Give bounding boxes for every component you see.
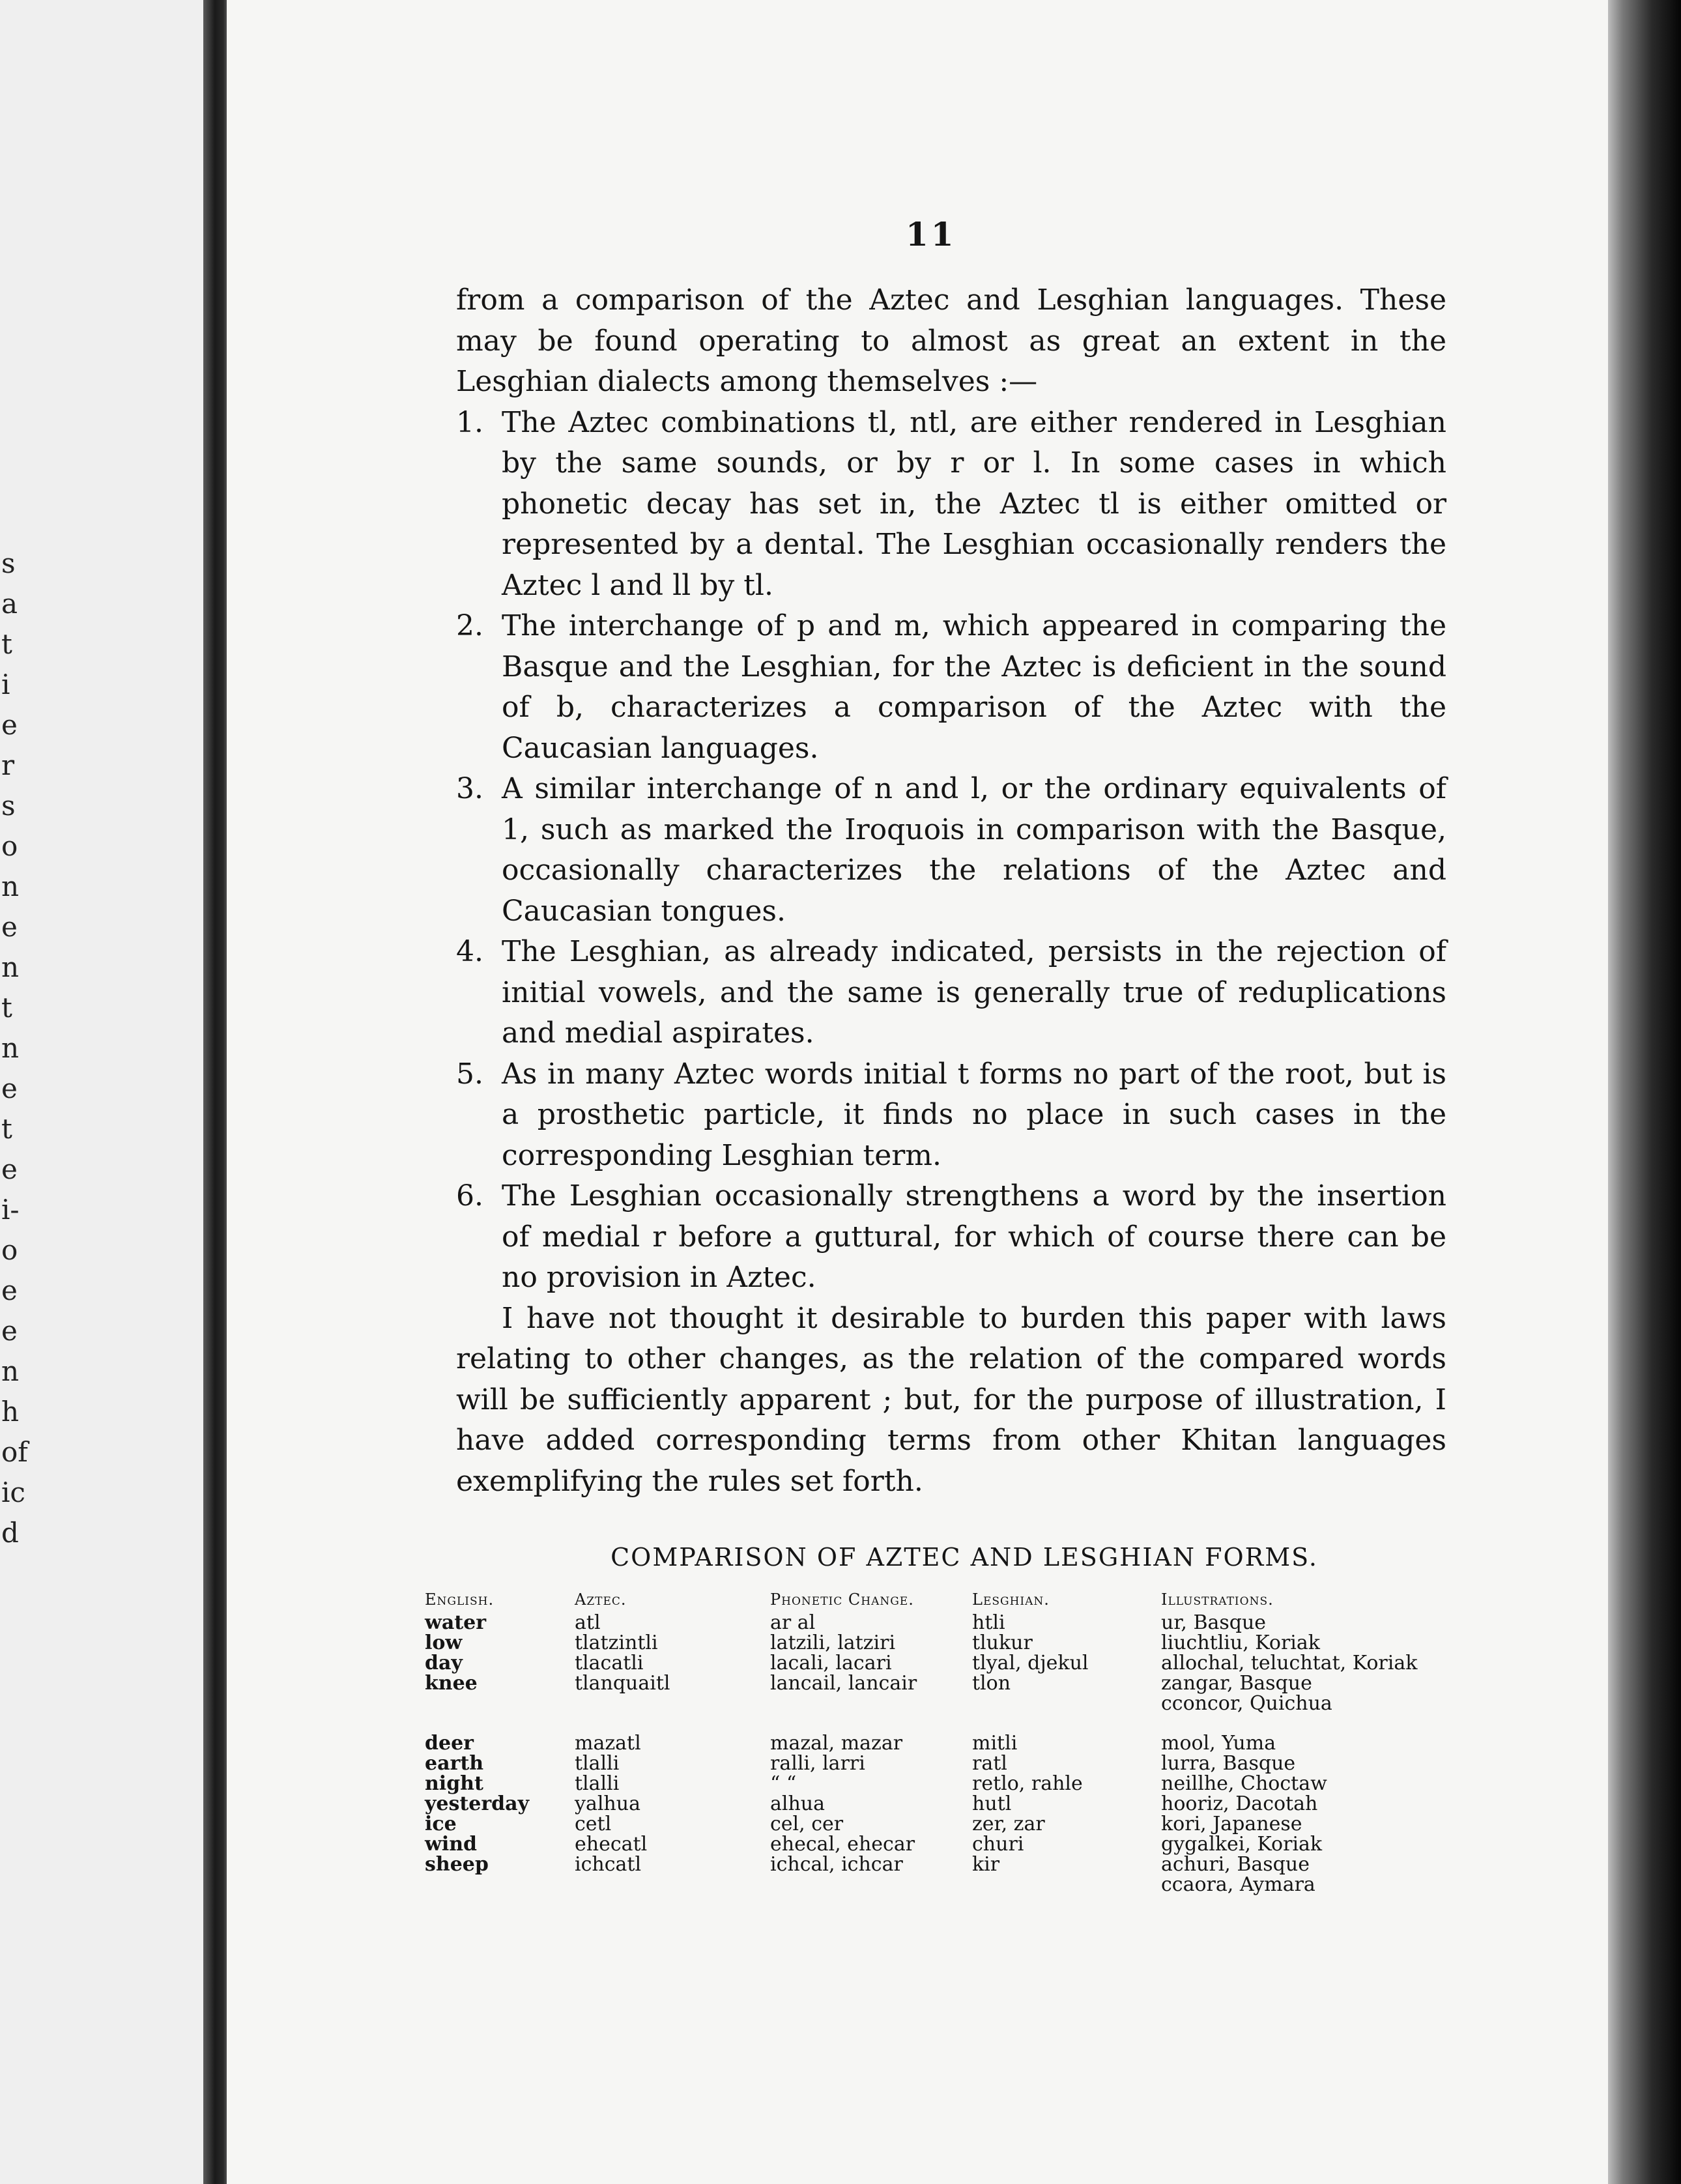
rule-item: [456, 403, 1446, 607]
rule-text: The Aztec combinations tl, ntl, are either rendered in Lesghian by the same sounds, or by r or l. In some cases in which phonetic decay has set in, the Aztec tl is either omitted or represented by a dental. The Lesghian occasionally renders the Aztec l and ll by tl.: [502, 405, 1446, 602]
rule-item: [456, 769, 1446, 932]
english-cell: day: [425, 1652, 463, 1674]
illustration-cell: gygalkei, Koriak: [1161, 1833, 1323, 1856]
aztec-cell: mazatl: [575, 1732, 641, 1755]
phonetic-change-cell: mazal, mazar: [770, 1732, 903, 1755]
phonetic-change-cell: ar al: [770, 1611, 816, 1634]
rule-number: 1.: [456, 405, 483, 439]
table-row: [425, 1774, 1467, 1794]
header-lesghian: Lesghian.: [972, 1590, 1050, 1609]
left-margin-char: ic: [1, 1476, 25, 1508]
rule-item: [456, 1176, 1446, 1299]
lesghian-cell: kir: [972, 1853, 1000, 1876]
left-margin-char: e: [1, 1315, 18, 1347]
page-edge-shadow: [1608, 0, 1681, 2184]
table-row: [425, 1875, 1467, 1895]
aztec-cell: tlatzintli: [575, 1631, 658, 1654]
illustration-cell: ur, Basque: [1161, 1611, 1267, 1634]
lesghian-cell: tlukur: [972, 1631, 1033, 1654]
illustration-cell: ccaora, Aymara: [1161, 1873, 1315, 1896]
english-cell: earth: [425, 1752, 483, 1775]
left-margin-char: s: [1, 790, 16, 822]
illustration-cell: neillhe, Choctaw: [1161, 1772, 1327, 1795]
left-margin-char: of: [1, 1436, 28, 1468]
english-cell: low: [425, 1631, 463, 1654]
illustration-cell: zangar, Basque: [1161, 1672, 1312, 1695]
aztec-cell: [575, 1875, 770, 1895]
aztec-cell: ehecatl: [575, 1833, 648, 1856]
left-margin-char: i: [1, 668, 10, 700]
rule-text: A similar interchange of n and l, or the ordinary equivalents of 1, such as marked the Iroquois in comparison with the Basque, occasionally characterizes the relations of the Aztec and Caucasian tongues.: [502, 772, 1446, 928]
rule-item: [456, 1054, 1446, 1177]
rule-number: 4.: [456, 935, 483, 968]
header-phonetic-change: Phonetic Change.: [770, 1590, 914, 1609]
lesghian-cell: hutl: [972, 1792, 1012, 1815]
phonetic-change-cell: [770, 1875, 972, 1895]
table-header-row: [425, 1590, 1467, 1613]
rule-text: The interchange of p and m, which appeared in comparing the Basque and the Lesghian, for the Aztec is deficient in the sound of b, characterizes a comparison of the Aztec with the Caucasian languages.: [502, 609, 1446, 765]
left-page-margin-text: [0, 0, 28, 2184]
left-margin-char: e: [1, 1153, 18, 1185]
rule-number: 3.: [456, 772, 483, 805]
table-row: [425, 1613, 1467, 1633]
left-page-fragment: [0, 0, 215, 2184]
rule-number: 6.: [456, 1179, 483, 1213]
phonetic-change-cell: “ “: [770, 1772, 797, 1795]
lesghian-cell: [972, 1693, 1161, 1714]
phonetic-change-cell: cel, cer: [770, 1813, 844, 1835]
left-margin-char: n: [1, 870, 20, 902]
table-row: [425, 1633, 1467, 1653]
table-row: [425, 1814, 1467, 1834]
aztec-cell: ichcatl: [575, 1853, 642, 1876]
left-margin-char: t: [1, 628, 12, 660]
lesghian-cell: churi: [972, 1833, 1024, 1856]
body-text: [456, 280, 1446, 1502]
header-english: English.: [425, 1590, 495, 1609]
lesghian-cell: zer, zar: [972, 1813, 1045, 1835]
phonetic-change-cell: ichcal, ichcar: [770, 1853, 903, 1876]
english-cell: knee: [425, 1672, 478, 1695]
phonetic-change-cell: lacali, lacari: [770, 1652, 892, 1674]
illustration-cell: mool, Yuma: [1161, 1732, 1276, 1755]
illustration-cell: kori, Japanese: [1161, 1813, 1302, 1835]
aztec-cell: tlacatli: [575, 1652, 644, 1674]
left-margin-char: s: [1, 547, 16, 579]
english-cell: deer: [425, 1732, 474, 1755]
english-cell: sheep: [425, 1853, 489, 1876]
aztec-cell: tlanquaitl: [575, 1672, 670, 1695]
lesghian-cell: [972, 1875, 1161, 1895]
english-cell: ice: [425, 1813, 457, 1835]
left-margin-char: o: [1, 1234, 18, 1266]
left-margin-char: i-: [1, 1194, 20, 1226]
aztec-cell: atl: [575, 1611, 601, 1634]
table-row: [425, 1673, 1467, 1693]
table-body: [425, 1613, 1467, 1895]
aztec-cell: tlalli: [575, 1752, 620, 1775]
english-cell: wind: [425, 1833, 478, 1856]
table-title: COMPARISON OF AZTEC AND LESGHIAN FORMS.: [611, 1543, 1318, 1572]
left-margin-char: n: [1, 951, 20, 983]
illustration-cell: cconcor, Quichua: [1161, 1692, 1332, 1715]
left-margin-char: d: [1, 1517, 19, 1549]
lesghian-cell: tlyal, djekul: [972, 1652, 1089, 1674]
table-row: [425, 1733, 1467, 1753]
left-margin-char: e: [1, 1274, 18, 1306]
table-row: [425, 1753, 1467, 1774]
rules-list: [456, 403, 1446, 1299]
table-row: [425, 1854, 1467, 1875]
table-row: [425, 1653, 1467, 1673]
illustration-cell: liuchtliu, Koriak: [1161, 1631, 1320, 1654]
rule-number: 2.: [456, 609, 483, 642]
english-cell: yesterday: [425, 1792, 530, 1815]
left-margin-char: r: [1, 749, 15, 781]
lesghian-cell: ratl: [972, 1752, 1007, 1775]
aztec-cell: cetl: [575, 1813, 612, 1835]
table-row: [425, 1693, 1467, 1714]
left-margin-char: o: [1, 830, 18, 862]
illustration-cell: hooriz, Dacotah: [1161, 1792, 1318, 1815]
rule-text: The Lesghian, as already indicated, persists in the rejection of initial vowels, and the same is generally true of reduplications and medial aspirates.: [502, 935, 1446, 1050]
rule-number: 5.: [456, 1057, 483, 1091]
left-margin-char: a: [1, 588, 18, 620]
aztec-cell: [575, 1693, 770, 1714]
english-cell: water: [425, 1611, 487, 1634]
phonetic-change-cell: ralli, larri: [770, 1752, 865, 1775]
left-margin-char: t: [1, 992, 12, 1024]
left-margin-char: t: [1, 1113, 12, 1145]
english-cell: [425, 1875, 575, 1895]
phonetic-change-cell: latzili, latziri: [770, 1631, 896, 1654]
table-row: [425, 1794, 1467, 1814]
english-cell: night: [425, 1772, 483, 1795]
lesghian-cell: retlo, rahle: [972, 1772, 1083, 1795]
rule-text: The Lesghian occasionally strengthens a word by the insertion of medial r before a guttural, for which of course there can be no provision in Aztec.: [502, 1179, 1446, 1294]
rule-item: [456, 932, 1446, 1054]
phonetic-change-cell: [770, 1693, 972, 1714]
left-margin-char: e: [1, 911, 18, 943]
closing-paragraph: I have not thought it desirable to burden this paper with laws relating to other changes, as the relation of the compared words will be sufficiently apparent ; but, for the purpose of illustration, I have added corresponding terms from other Khitan languages exemplifying the rules set forth.: [456, 1301, 1446, 1498]
intro-paragraph: from a comparison of the Aztec and Lesghian languages. These may be found operating to almost as great an extent in the Lesghian dialects among themselves :—: [456, 283, 1446, 398]
left-margin-char: e: [1, 1072, 18, 1104]
rule-item: [456, 606, 1446, 769]
rule-text: As in many Aztec words initial t forms no part of the root, but is a prosthetic particle, it finds no place in such cases in the corresponding Lesghian term.: [502, 1057, 1446, 1172]
aztec-cell: yalhua: [575, 1792, 640, 1815]
lesghian-cell: tlon: [972, 1672, 1011, 1695]
left-margin-char: h: [1, 1396, 20, 1428]
phonetic-change-cell: lancail, lancair: [770, 1672, 917, 1695]
aztec-cell: tlalli: [575, 1772, 620, 1795]
lesghian-cell: mitli: [972, 1732, 1018, 1755]
header-aztec: Aztec.: [575, 1590, 627, 1609]
illustration-cell: lurra, Basque: [1161, 1752, 1296, 1775]
illustration-cell: achuri, Basque: [1161, 1853, 1310, 1876]
lesghian-cell: htli: [972, 1611, 1005, 1634]
phonetic-change-cell: alhua: [770, 1792, 826, 1815]
header-illustrations: Illustrations.: [1161, 1590, 1274, 1609]
phonetic-change-cell: ehecal, ehecar: [770, 1833, 915, 1856]
left-margin-char: n: [1, 1032, 20, 1064]
page-number: 11: [906, 215, 956, 253]
comparison-table: [425, 1590, 1467, 1895]
illustration-cell: allochal, teluchtat, Koriak: [1161, 1652, 1418, 1674]
table-row: [425, 1834, 1467, 1854]
english-cell: [425, 1693, 575, 1714]
left-margin-char: e: [1, 709, 18, 741]
left-margin-char: n: [1, 1355, 20, 1387]
table-spacer-row: [425, 1714, 1467, 1733]
